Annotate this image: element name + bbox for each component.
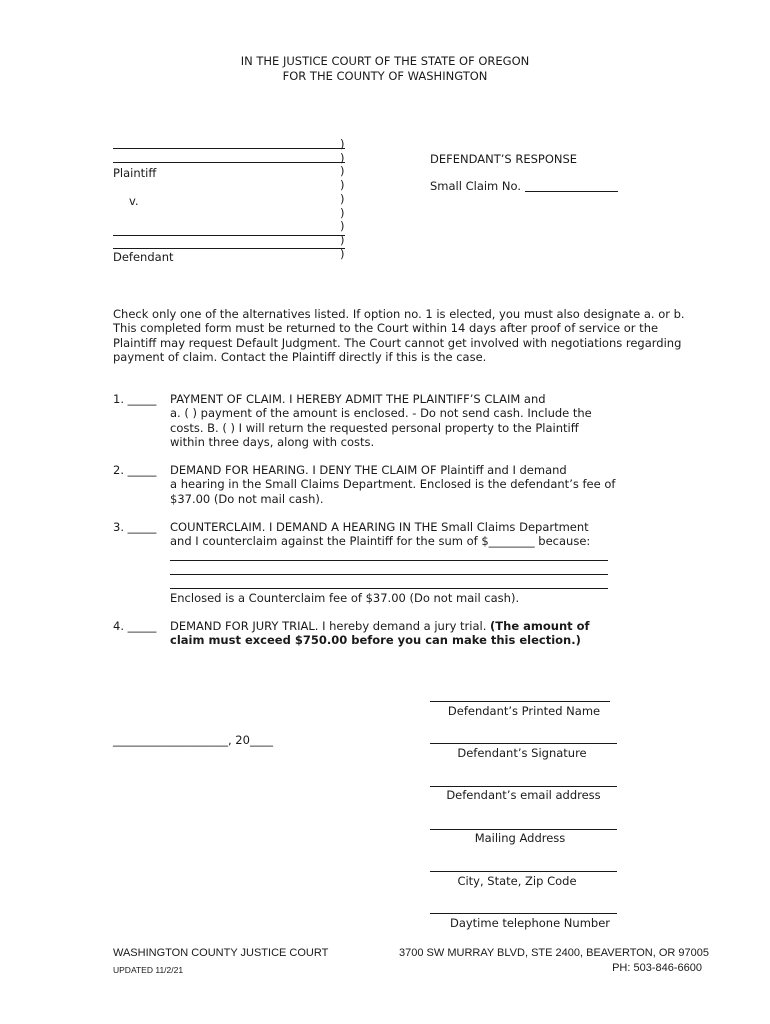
instruction-line: Check only one of the alternatives listed. If option no. 1 is elected, you must also designate a. or b. xyxy=(113,307,685,321)
option-line: COUNTERCLAIM. I DEMAND A HEARING IN THE Small Claims Department xyxy=(170,520,589,534)
option-4-bold-note: (The amount of xyxy=(490,619,590,633)
date-line[interactable]: ____________________, 20____ xyxy=(113,733,273,747)
instructions xyxy=(113,307,693,364)
small-claim-no-field[interactable] xyxy=(525,191,618,192)
option-4-checkbox[interactable]: 4. _____ xyxy=(113,619,157,633)
counterclaim-reason-line-3[interactable] xyxy=(170,588,608,589)
option-line: DEMAND FOR HEARING. I DENY THE CLAIM OF Plaintiff and I demand xyxy=(170,463,567,477)
mailing-address-caption: Mailing Address xyxy=(474,831,566,845)
email-caption: Defendant’s email address xyxy=(446,788,601,802)
phone-line[interactable] xyxy=(430,913,617,914)
caption-paren: ) xyxy=(340,137,345,151)
option-line: a. ( ) payment of the amount is enclosed. - Do not send cash. Include the xyxy=(170,406,592,421)
counterclaim-reason-line-1[interactable] xyxy=(170,560,608,561)
option-line: DEMAND FOR JURY TRIAL. I hereby demand a jury trial. xyxy=(170,619,491,633)
city-state-zip-caption: City, State, Zip Code xyxy=(457,874,577,888)
caption-paren: ) xyxy=(340,164,345,179)
instruction-line: Plaintiff may request Default Judgment. The Court cannot get involved with negotiations regarding xyxy=(113,335,682,350)
caption-paren: ) xyxy=(340,178,345,193)
court-header xyxy=(0,54,770,83)
caption-paren: ) xyxy=(340,232,345,247)
defendant-name-line-1[interactable] xyxy=(113,235,345,236)
option-line: a hearing in the Small Claims Department. Enclosed is the defendant’s fee of xyxy=(170,477,616,492)
caption-paren: ) xyxy=(340,205,345,220)
printed-name-line[interactable] xyxy=(430,701,610,702)
signature-caption: Defendant’s Signature xyxy=(457,746,587,760)
printed-name-caption: Defendant’s Printed Name xyxy=(447,704,601,718)
option-1-checkbox[interactable]: 1. _____ xyxy=(113,392,157,406)
defendant-label: Defendant xyxy=(113,250,174,264)
option-line: within three days, along with costs. xyxy=(170,434,375,449)
option-2-checkbox[interactable]: 2. _____ xyxy=(113,463,157,477)
option-3-text xyxy=(170,520,590,549)
instruction-line: payment of claim. Contact the Plaintiff directly if this is the case. xyxy=(113,349,487,364)
footer-phone: PH: 503-846-6600 xyxy=(612,962,702,974)
option-line: PAYMENT OF CLAIM. I HEREBY ADMIT THE PLAINTIFF’S CLAIM and xyxy=(170,392,546,406)
footer-updated: UPDATED 11/2/21 xyxy=(113,965,184,975)
defendant-name-line-2[interactable] xyxy=(113,248,345,249)
versus-label: v. xyxy=(129,194,139,208)
plaintiff-label: Plaintiff xyxy=(113,166,157,180)
caption-paren: ) xyxy=(340,246,345,261)
instruction-line: This completed form must be returned to the Court within 14 days after proof of service or the xyxy=(113,321,659,336)
option-4-bold-note-line2: claim must exceed $750.00 before you can make this election.) xyxy=(170,633,581,648)
caption-parens xyxy=(340,138,345,261)
counterclaim-fee-note: Enclosed is a Counterclaim fee of $37.00 (Do not mail cash). xyxy=(170,591,520,605)
phone-caption: Daytime telephone Number xyxy=(449,916,611,930)
footer-court-name: WASHINGTON COUNTY JUSTICE COURT xyxy=(113,947,329,959)
small-claim-no-label: Small Claim No. xyxy=(430,179,522,193)
option-1-text xyxy=(170,392,592,449)
footer-address: 3700 SW MURRAY BLVD, STE 2400, BEAVERTON, OR 97005 xyxy=(399,947,709,959)
city-state-zip-line[interactable] xyxy=(430,871,617,872)
caption-paren: ) xyxy=(340,150,345,165)
document-title: DEFENDANT’S RESPONSE xyxy=(430,152,578,166)
option-line: costs. B. ( ) I will return the requested personal property to the Plaintiff xyxy=(170,420,579,435)
mailing-address-line[interactable] xyxy=(430,829,617,830)
court-header-line2: FOR THE COUNTY OF WASHINGTON xyxy=(282,69,488,83)
signature-line[interactable] xyxy=(430,743,617,744)
plaintiff-name-line-2[interactable] xyxy=(113,162,345,163)
plaintiff-name-line-1[interactable] xyxy=(113,148,345,149)
counterclaim-reason-line-2[interactable] xyxy=(170,574,608,575)
option-line: and I counterclaim against the Plaintiff for the sum of $________ because: xyxy=(170,534,591,549)
option-2-text xyxy=(170,463,615,506)
court-header-line1: IN THE JUSTICE COURT OF THE STATE OF OREGON xyxy=(240,54,530,68)
option-line: $37.00 (Do not mail cash). xyxy=(170,491,324,506)
caption-paren: ) xyxy=(340,191,345,206)
option-3-checkbox[interactable]: 3. _____ xyxy=(113,520,157,534)
option-4-text xyxy=(170,619,590,648)
email-line[interactable] xyxy=(430,786,617,787)
caption-paren: ) xyxy=(340,219,345,234)
